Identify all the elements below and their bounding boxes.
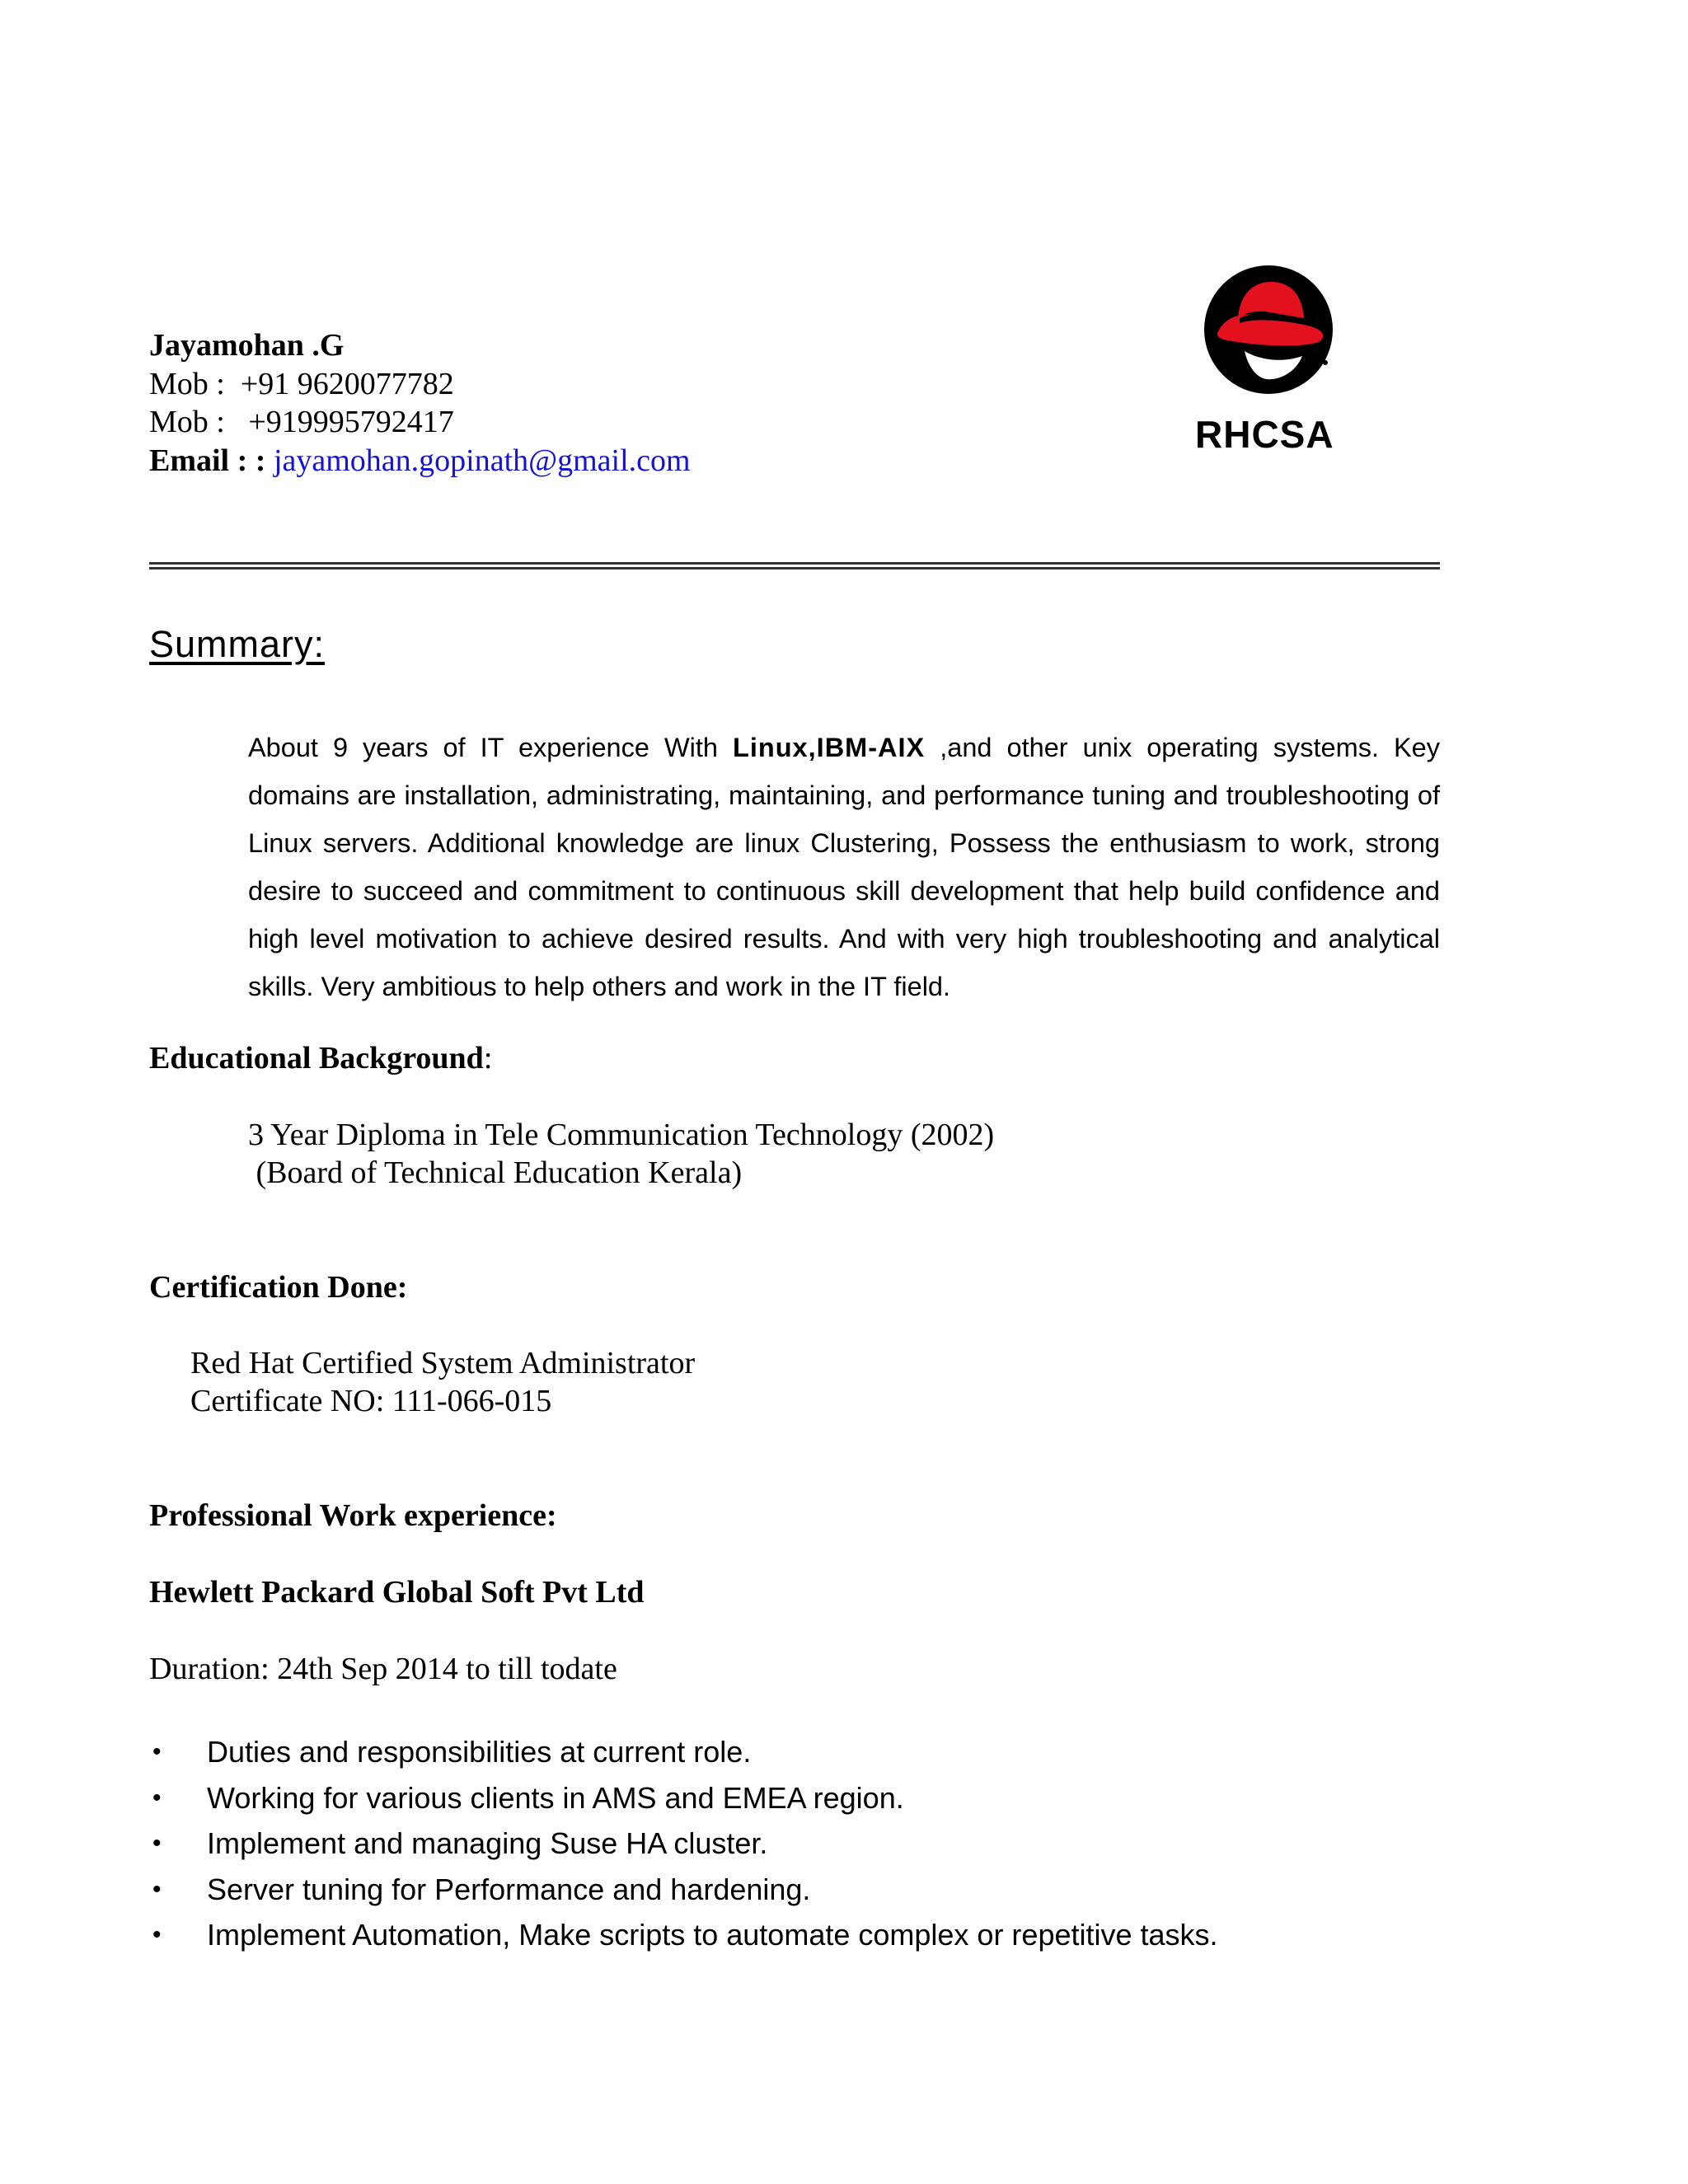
list-item	[149, 1912, 1218, 1958]
mobile-1	[149, 365, 691, 404]
list-item	[149, 1729, 1218, 1775]
education-board: (Board of Technical Education Kerala)	[248, 1155, 743, 1190]
education-heading-text: Educational Background	[149, 1041, 484, 1076]
email-line	[149, 442, 691, 480]
header-divider	[149, 562, 1440, 569]
contact-block	[149, 326, 691, 480]
rhcsa-logo	[1187, 264, 1368, 462]
summary-text-2: ,and other unix operating systems. Key domains are installation, administrating, maintaining, and performance tuning and troubleshooting of Linux servers. Additional knowledge are linux Clustering, Possess the enthusiasm to work, strong desire to succeed and commitment to continuous skill development that help build confidence and high level motivation to achieve desired results. And with very high troubleshooting and analytical skills. Very ambitious to help others and work in the IT field.	[248, 733, 1440, 1001]
bullet-icon: •	[152, 1738, 162, 1765]
email-link[interactable]: jayamohan.gopinath@gmail.com	[273, 443, 691, 478]
list-item	[149, 1775, 1218, 1821]
mobile-1-label: Mob :	[149, 366, 225, 401]
certification-heading: Certification Done:	[149, 1270, 408, 1305]
bullet-icon: •	[152, 1875, 162, 1903]
duty-text: Implement and managing Suse HA cluster.	[207, 1826, 768, 1860]
list-item	[149, 1821, 1218, 1867]
mobile-2-number: +919995792417	[248, 405, 454, 439]
mobile-1-number: +91 9620077782	[240, 366, 454, 401]
duties-list	[149, 1729, 1218, 1958]
duty-text: Server tuning for Performance and hardening.	[207, 1872, 811, 1906]
email-label: Email : :	[149, 443, 266, 478]
certificate-number: Certificate NO: 111-066-015	[190, 1384, 552, 1418]
duty-text: Duties and responsibilities at current role.	[207, 1735, 752, 1769]
summary-highlight: Linux,IBM-AIX	[732, 733, 926, 762]
candidate-name: Jayamohan .G	[149, 328, 345, 363]
mobile-2-label: Mob :	[149, 405, 225, 439]
duty-text: Working for various clients in AMS and EMEA region.	[207, 1780, 904, 1815]
education-diploma: 3 Year Diploma in Tele Communication Technology (2002)	[248, 1118, 995, 1152]
bullet-icon: •	[152, 1921, 162, 1948]
summary-text-1: About 9 years of IT experience With	[248, 733, 733, 762]
certification-title: Red Hat Certified System Administrator	[190, 1346, 696, 1380]
mobile-2	[149, 403, 691, 442]
education-heading	[149, 1040, 492, 1076]
bullet-icon: •	[152, 1783, 162, 1811]
summary-paragraph	[248, 724, 1440, 1010]
company-name: Hewlett Packard Global Soft Pvt Ltd	[149, 1575, 645, 1610]
duty-text: Implement Automation, Make scripts to automate complex or repetitive tasks.	[207, 1918, 1218, 1952]
bullet-icon: •	[152, 1830, 162, 1857]
summary-heading: Summary:	[149, 623, 326, 665]
work-experience-heading: Professional Work experience:	[149, 1498, 557, 1533]
list-item	[149, 1867, 1218, 1913]
education-heading-colon: :	[483, 1041, 493, 1076]
rhcsa-logo-text: RHCSA	[1195, 413, 1334, 456]
employment-duration: Duration: 24th Sep 2014 to till todate	[149, 1652, 617, 1686]
